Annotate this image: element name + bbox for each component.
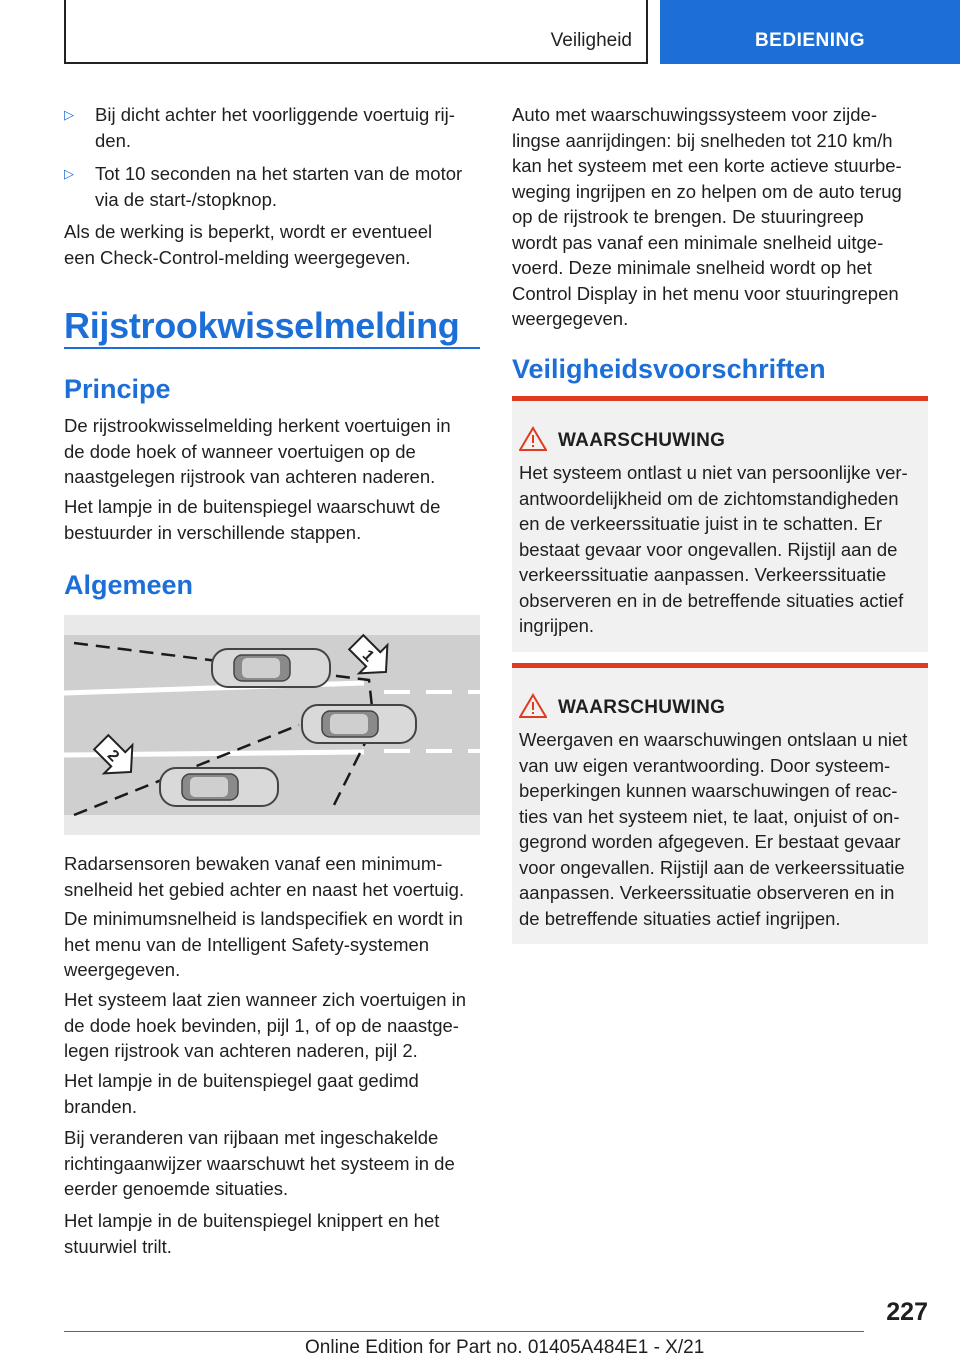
intro-paragraph: Als de werking is beperkt, wordt er eventueel een Check-Control-melding weergegeven. [64, 221, 433, 268]
footer-edition: Online Edition for Part no. 01405A484E1 - X/21 [305, 1337, 705, 1358]
arrow-label-1: 1 [358, 646, 378, 666]
heading-rule [64, 347, 480, 349]
right-intro-paragraph: Auto met waarschuwingssysteem voor zijde- lingse aanrijdingen: bij snelheden tot 210 km/h kan het systeem met een korte actieve stuurbe- weging ingrijpen en zo helpen om de auto terug op de rijstrook te brengen. De stuuringreep wordt pas vanaf een minimale snelheid uitge- voerd. Deze minimale snelheid wordt op het Control Display in het menu voor stuuringrepen weergegeven. [512, 104, 902, 329]
bullet-text: Tot 10 seconden na het starten van de motor via de start-/stopknop. [95, 163, 463, 210]
warning-title: WAARSCHUWING [558, 697, 726, 718]
bullet-triangle-icon: ▷ [64, 107, 74, 122]
list-item [64, 102, 480, 153]
subheading-principe: Principe [64, 374, 171, 404]
warning-box [512, 396, 928, 652]
section-heading: Rijstrookwisselmelding [64, 305, 460, 346]
paragraph: Radarsensoren bewaken vanaf een minimum- snelheid het gebied achter en naast het voertuig. [64, 853, 465, 900]
warning-triangle-icon [519, 426, 547, 452]
warning-text: Het systeem ontlast u niet van persoonlijke ver- antwoordelijkheid om de zichtomstandigheden en de verkeerssituatie juist in te schatten. Er bestaat gevaar voor ongevallen. Rijstijl aan de verkeerssituatie aanpassen. Verkeerssituatie observeren en in de betreffende situaties actief ingrijpen. [519, 462, 908, 636]
warning-text: Weergaven en waarschuwingen ontslaan u niet van uw eigen verantwoording. Door systeem- beperkingen kunnen waarschuwingen of reac- ties van het systeem niet, te laat, onjuist of on- gegrond worden afgegeven. Er bestaat gevaar voor ongevallen. Rijstijl aan de verkeerssituatie aanpassen. Verkeerssituatie observeren en in de betreffende situaties actief ingrijpen. [519, 729, 908, 929]
car-icon [160, 768, 278, 806]
warning-title: WAARSCHUWING [558, 430, 726, 451]
paragraph: Het lampje in de buitenspiegel gaat gedimd branden. [64, 1070, 419, 1117]
footer-rule [64, 1331, 864, 1332]
lane-change-illustration [64, 615, 480, 835]
paragraph: De minimumsnelheid is landspecifiek en wordt in het menu van de Intelligent Safety-systemen weergegeven. [64, 908, 463, 980]
car-icon [302, 705, 416, 743]
paragraph: Het systeem laat zien wanneer zich voertuigen in de dode hoek bevinden, pijl 1, of op de naastge- legen rijstrook van achteren naderen, pijl 2. [64, 989, 467, 1061]
bullet-text: Bij dicht achter het voorliggende voertuig rij- den. [95, 104, 455, 151]
principe-paragraph-1: De rijstrookwisselmelding herkent voertuigen in de dode hoek of wanneer voertuigen op de naastgelegen rijstrook van achteren naderen. [64, 415, 451, 487]
subheading-algemeen: Algemeen [64, 570, 194, 600]
car-icon [212, 649, 330, 687]
subheading-veiligheidsvoorschriften: Veiligheidsvoorschriften [512, 354, 826, 384]
chapter-tab-label: BEDIENING [754, 30, 866, 51]
page-number: 227 [886, 1298, 928, 1326]
list-item [64, 161, 480, 212]
section-title: Veiligheid [550, 30, 632, 51]
arrow-label-2: 2 [103, 746, 123, 766]
paragraph: Het lampje in de buitenspiegel knippert en het stuurwiel trilt. [64, 1210, 440, 1257]
warning-triangle-icon [519, 693, 547, 719]
header-frame [64, 0, 648, 64]
bullet-triangle-icon: ▷ [64, 166, 74, 181]
principe-paragraph-2: Het lampje in de buitenspiegel waarschuwt de bestuurder in verschillende stappen. [64, 496, 441, 543]
warning-box [512, 663, 928, 944]
paragraph: Bij veranderen van rijbaan met ingeschakelde richtingaanwijzer waarschuwt het systeem in de eerder genoemde situaties. [64, 1127, 455, 1199]
chapter-tab[interactable] [660, 0, 960, 64]
